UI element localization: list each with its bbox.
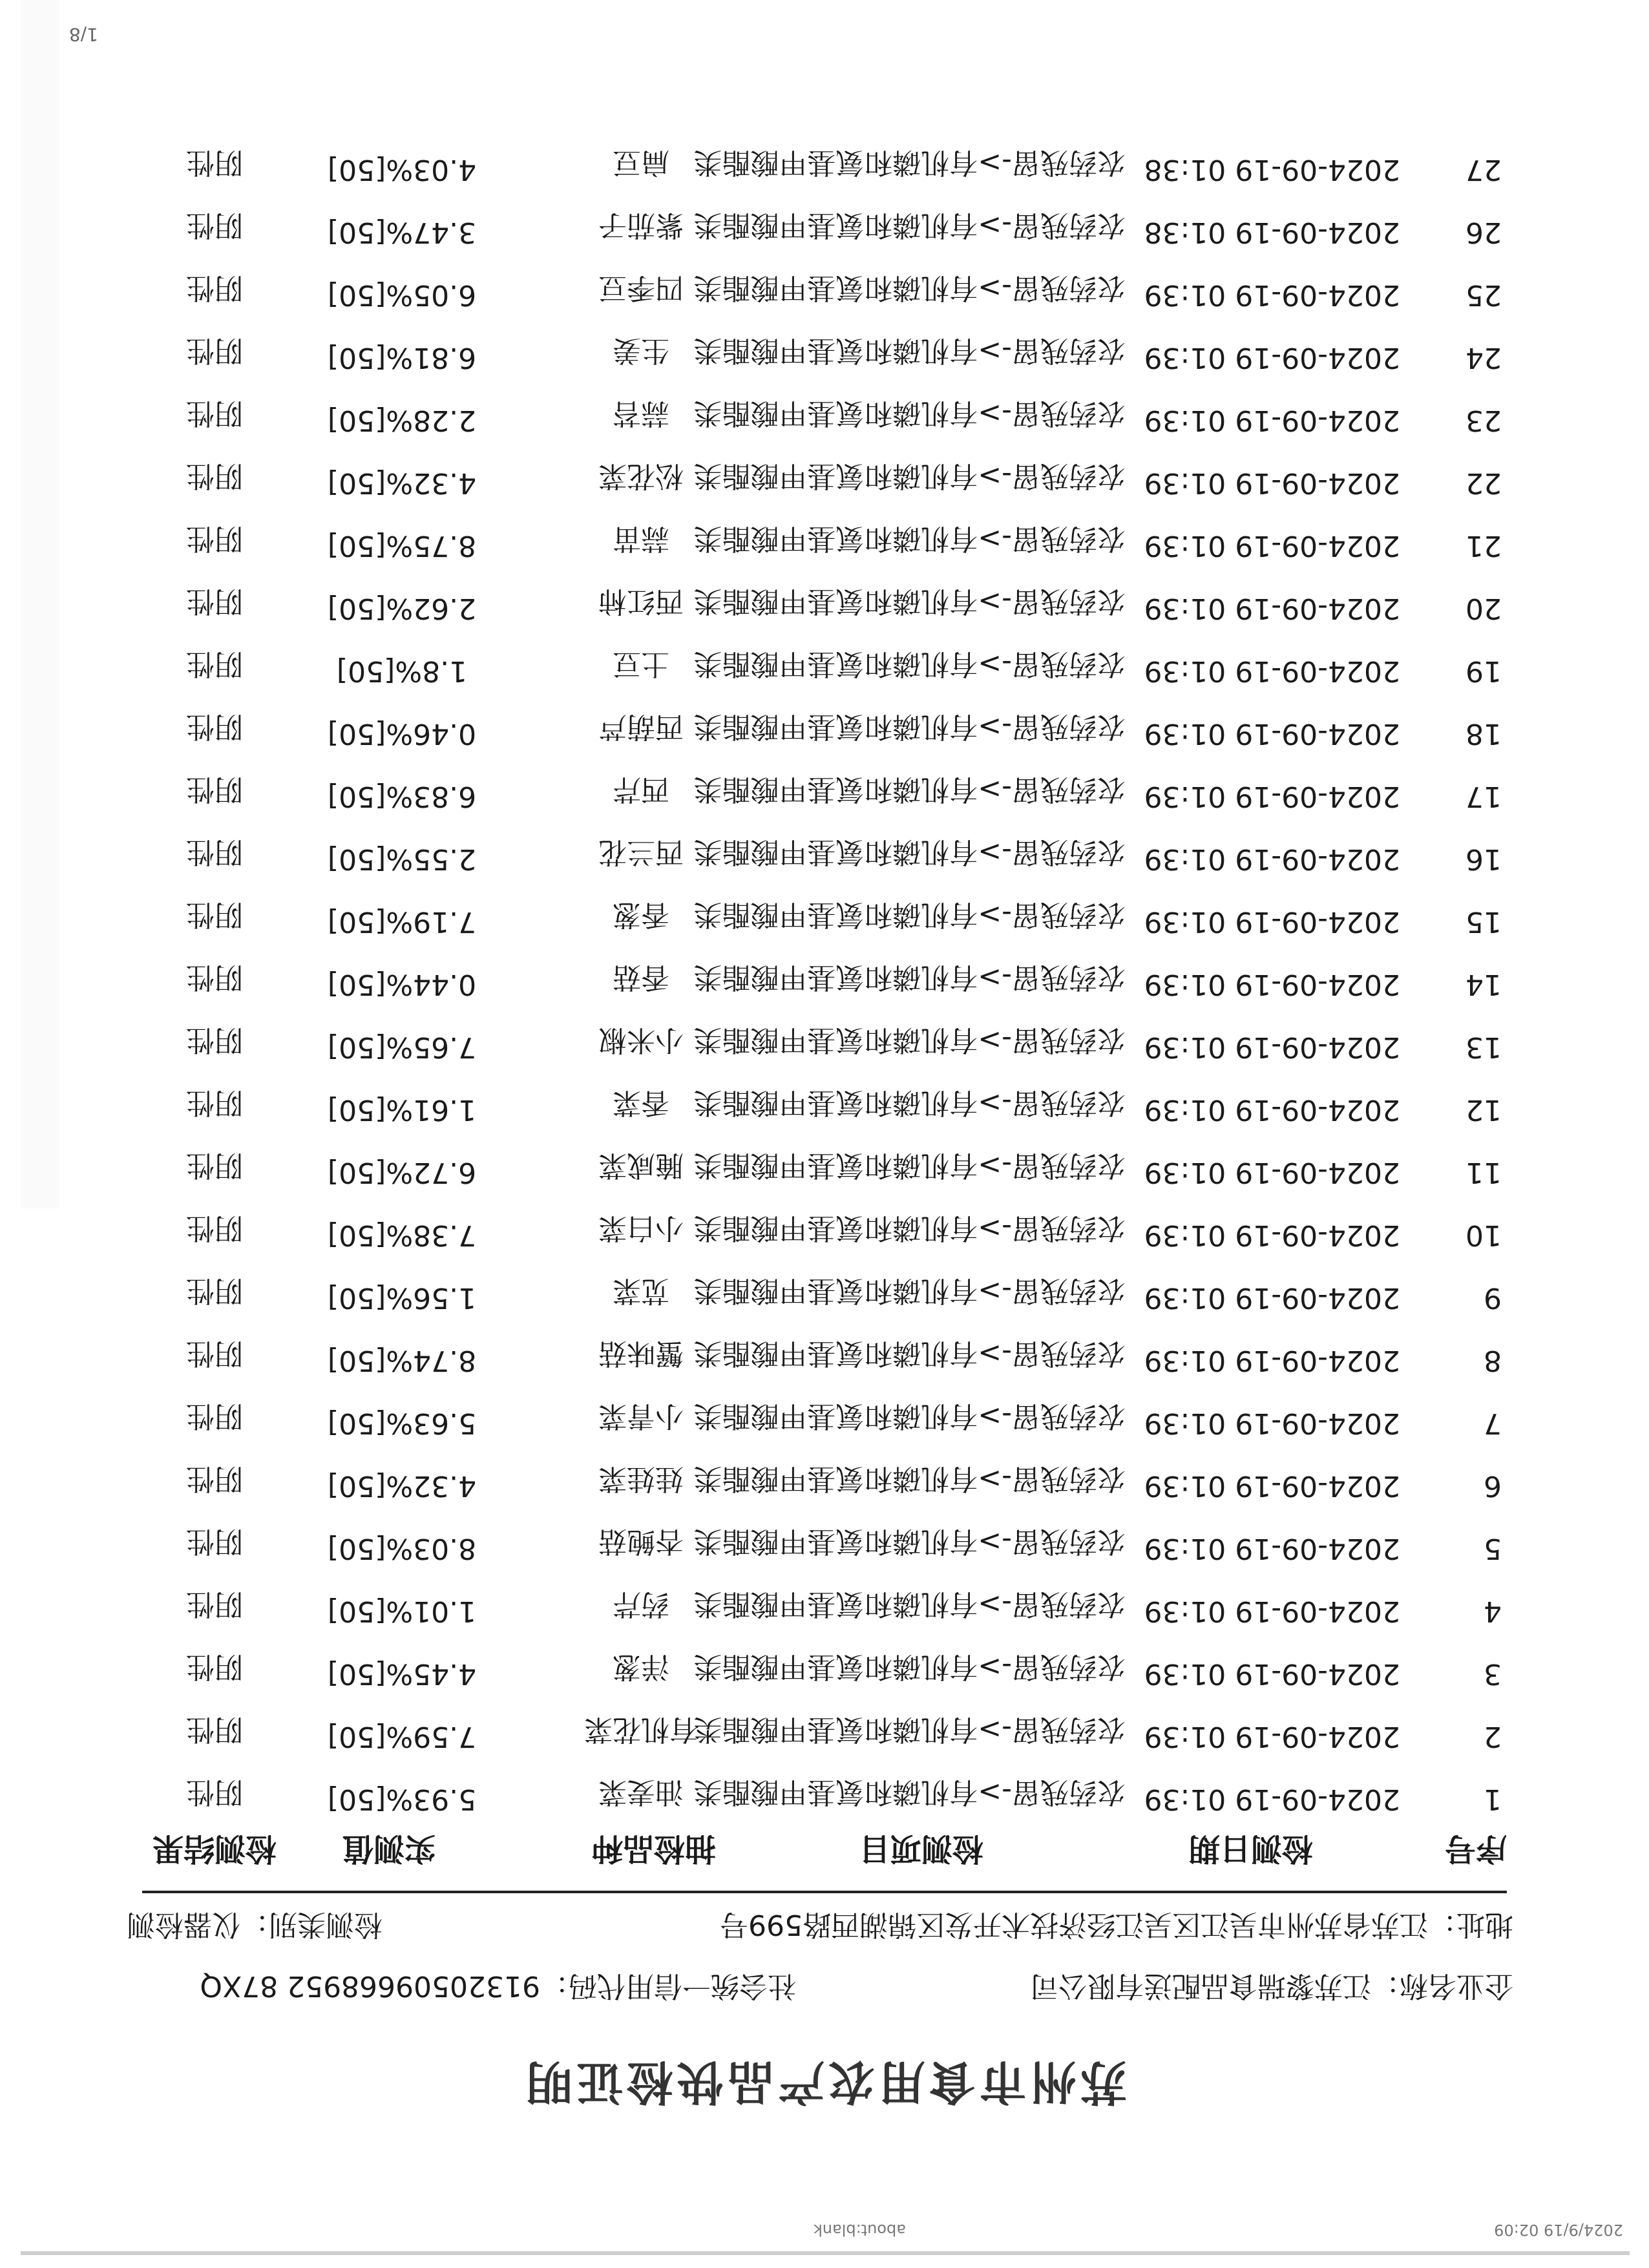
row-result: 阴性 (186, 1400, 243, 1433)
row-index: 13 (1465, 1031, 1502, 1064)
row-index: 21 (1465, 529, 1502, 562)
row-result: 阴性 (186, 1776, 243, 1809)
row-value: 5.63%[50] (327, 1407, 477, 1440)
table-row (0, 448, 1649, 499)
row-value: 8.03%[50] (327, 1532, 477, 1565)
row-date: 2024-09-19 01:39 (1144, 404, 1400, 437)
row-result: 阴性 (186, 773, 243, 806)
row-item: 农药残留->有机磷和氨基甲酸酯类 (693, 1588, 1126, 1621)
row-index: 1 (1484, 1783, 1502, 1816)
row-item: 农药残留->有机磷和氨基甲酸酯类 (693, 1650, 1126, 1683)
row-item: 农药残留->有机磷和氨基甲酸酯类 (693, 1400, 1126, 1433)
row-result: 阴性 (186, 835, 243, 868)
table-row (0, 260, 1649, 311)
row-result: 阴性 (186, 209, 243, 242)
table-row (0, 1764, 1649, 1816)
table-row (0, 824, 1649, 876)
row-index: 23 (1465, 404, 1502, 437)
row-value: 8.75%[50] (327, 529, 477, 562)
row-date: 2024-09-19 01:39 (1144, 341, 1400, 374)
table-row (0, 887, 1649, 938)
row-sample: 油麦菜 (598, 1776, 684, 1809)
row-result: 阴性 (186, 585, 243, 618)
row-value: 6.05%[50] (327, 278, 477, 311)
row-item: 农药残留->有机磷和氨基甲酸酯类 (693, 1086, 1126, 1119)
row-sample: 腌咸菜 (598, 1149, 684, 1182)
row-index: 12 (1465, 1093, 1502, 1126)
row-value: 7.19%[50] (327, 905, 477, 938)
row-sample: 西葫芦 (598, 710, 684, 743)
row-date: 2024-09-19 01:39 (1144, 905, 1400, 938)
row-value: 0.46%[50] (327, 717, 477, 750)
row-value: 4.32%[50] (327, 467, 477, 499)
table-row (0, 698, 1649, 750)
row-result: 阴性 (186, 334, 243, 367)
row-index: 11 (1465, 1156, 1502, 1189)
row-index: 8 (1484, 1344, 1502, 1377)
table-row (0, 1137, 1649, 1189)
row-value: 1.8%[50] (336, 655, 468, 688)
row-date: 2024-09-19 01:39 (1144, 717, 1400, 750)
row-index: 17 (1465, 780, 1502, 813)
row-result: 阴性 (186, 1337, 243, 1370)
header-value: 实测值 (342, 1831, 436, 1867)
row-value: 7.38%[50] (327, 1219, 477, 1252)
row-result: 阴性 (186, 1024, 243, 1056)
row-value: 2.62%[50] (327, 592, 477, 625)
row-result: 阴性 (186, 710, 243, 743)
table-row (0, 949, 1649, 1001)
header-rule (142, 1891, 1507, 1893)
row-index: 3 (1484, 1657, 1502, 1690)
row-result: 阴性 (186, 1212, 243, 1244)
row-index: 26 (1465, 216, 1502, 249)
row-date: 2024-09-19 01:39 (1144, 1219, 1400, 1252)
row-sample: 香葱 (613, 898, 669, 931)
row-date: 2024-09-19 01:39 (1144, 1783, 1400, 1816)
row-date: 2024-09-19 01:39 (1144, 592, 1400, 625)
row-index: 7 (1484, 1407, 1502, 1440)
table-row (0, 1263, 1649, 1314)
row-index: 10 (1465, 1219, 1502, 1252)
row-sample: 扁豆 (613, 146, 669, 179)
row-sample: 小米椒 (598, 1024, 684, 1056)
table-row (0, 1012, 1649, 1064)
table-row (0, 1325, 1649, 1377)
row-value: 3.47%[50] (327, 216, 477, 249)
table-row (0, 385, 1649, 437)
row-sample: 小青菜 (598, 1400, 684, 1433)
row-value: 4.32%[50] (327, 1469, 477, 1502)
row-sample: 有机花菜 (584, 1713, 698, 1746)
row-date: 2024-09-19 01:39 (1144, 1031, 1400, 1064)
row-sample: 西红柿 (598, 585, 684, 618)
row-sample: 小白菜 (598, 1212, 684, 1244)
table-row (0, 1576, 1649, 1628)
row-sample: 洋葱 (613, 1650, 669, 1683)
row-date: 2024-09-19 01:39 (1144, 278, 1400, 311)
row-item: 农药残留->有机磷和氨基甲酸酯类 (693, 146, 1126, 179)
row-date: 2024-09-19 01:39 (1144, 655, 1400, 688)
row-sample: 松花菜 (598, 459, 684, 492)
row-sample: 药芹 (613, 1588, 669, 1621)
row-sample: 蒜苗 (613, 522, 669, 555)
row-index: 4 (1484, 1595, 1502, 1628)
row-value: 4.03%[50] (327, 153, 477, 186)
row-value: 2.28%[50] (327, 404, 477, 437)
table-row (0, 573, 1649, 625)
row-value: 6.83%[50] (327, 780, 477, 813)
row-item: 农药残留->有机磷和氨基甲酸酯类 (693, 522, 1126, 555)
row-item: 农药残留->有机磷和氨基甲酸酯类 (693, 1713, 1126, 1746)
row-date: 2024-09-19 01:39 (1144, 1657, 1400, 1690)
row-item: 农药残留->有机磷和氨基甲酸酯类 (693, 271, 1126, 304)
row-sample: 苋菜 (613, 1274, 669, 1307)
row-item: 农药残留->有机磷和氨基甲酸酯类 (693, 397, 1126, 430)
row-result: 阴性 (186, 1149, 243, 1182)
row-item: 农药残留->有机磷和氨基甲酸酯类 (693, 898, 1126, 931)
row-date: 2024-09-19 01:39 (1144, 1407, 1400, 1440)
row-result: 阴性 (186, 146, 243, 179)
document-title: 苏州市食用农产品快检证明 (522, 2055, 1128, 2109)
row-item: 农药残留->有机磷和氨基甲酸酯类 (693, 647, 1126, 680)
row-date: 2024-09-19 01:39 (1144, 843, 1400, 876)
row-date: 2024-09-19 01:38 (1144, 216, 1400, 249)
row-index: 6 (1484, 1469, 1502, 1502)
row-value: 6.72%[50] (327, 1156, 477, 1189)
row-result: 阴性 (186, 1462, 243, 1495)
row-item: 农药残留->有机磷和氨基甲酸酯类 (693, 835, 1126, 868)
print-source: about:blank (813, 2221, 906, 2239)
row-result: 阴性 (186, 522, 243, 555)
row-index: 15 (1465, 905, 1502, 938)
header-sample: 抽检品种 (592, 1831, 717, 1867)
credit-code: 社会统一信用代码：91320509668952 87XQ (200, 1969, 796, 2002)
row-value: 5.93%[50] (327, 1783, 477, 1816)
company-address: 地址：江苏省苏州市吴江区吴江经济技术开发区锦湖西路599号 (720, 1908, 1513, 1941)
row-value: 6.81%[50] (327, 341, 477, 374)
row-value: 2.55%[50] (327, 843, 477, 876)
table-row (0, 761, 1649, 813)
row-result: 阴性 (186, 1713, 243, 1746)
table-row (0, 1639, 1649, 1690)
row-index: 25 (1465, 278, 1502, 311)
table-row (0, 1388, 1649, 1440)
company-name: 企业名称：江苏黎瑞食品配送有限公司 (1030, 1969, 1513, 2002)
row-result: 阴性 (186, 397, 243, 430)
row-date: 2024-09-19 01:39 (1144, 1281, 1400, 1314)
row-date: 2024-09-19 01:38 (1144, 153, 1400, 186)
row-sample: 西兰花 (598, 835, 684, 868)
scan-artifact-line (21, 2251, 1630, 2255)
print-timestamp: 2024/9/19 02:09 (1494, 2221, 1623, 2239)
row-result: 阴性 (186, 271, 243, 304)
row-sample: 香菜 (613, 1086, 669, 1119)
row-date: 2024-09-19 01:39 (1144, 1532, 1400, 1565)
row-date: 2024-09-19 01:39 (1144, 1344, 1400, 1377)
row-sample: 紫茄子 (598, 209, 684, 242)
row-value: 1.61%[50] (327, 1093, 477, 1126)
row-date: 2024-09-19 01:39 (1144, 1156, 1400, 1189)
row-index: 24 (1465, 341, 1502, 374)
row-sample: 西芹 (613, 773, 669, 806)
row-result: 阴性 (186, 1086, 243, 1119)
row-sample: 杏鲍菇 (598, 1525, 684, 1558)
row-sample: 蒜苔 (613, 397, 669, 430)
header-index: 序号 (1444, 1831, 1507, 1867)
row-value: 1.01%[50] (327, 1595, 477, 1628)
test-category: 检测类别：仪器检测 (127, 1908, 383, 1941)
row-date: 2024-09-19 01:39 (1144, 968, 1400, 1001)
row-date: 2024-09-19 01:39 (1144, 1469, 1400, 1502)
row-date: 2024-09-19 01:39 (1144, 1093, 1400, 1126)
row-index: 2 (1484, 1720, 1502, 1753)
table-row (0, 197, 1649, 249)
row-index: 5 (1484, 1532, 1502, 1565)
row-result: 阴性 (186, 1588, 243, 1621)
row-result: 阴性 (186, 1525, 243, 1558)
row-index: 9 (1484, 1281, 1502, 1314)
row-result: 阴性 (186, 459, 243, 492)
table-row (0, 1451, 1649, 1502)
table-row (0, 1701, 1649, 1753)
row-index: 22 (1465, 467, 1502, 499)
row-result: 阴性 (186, 1274, 243, 1307)
row-date: 2024-09-19 01:39 (1144, 529, 1400, 562)
print-header (0, 2213, 1649, 2239)
row-sample: 生姜 (613, 334, 669, 367)
table-row (0, 510, 1649, 562)
table-row (0, 1200, 1649, 1252)
row-item: 农药残留->有机磷和氨基甲酸酯类 (693, 961, 1126, 994)
row-item: 农药残留->有机磷和氨基甲酸酯类 (693, 585, 1126, 618)
table-row (0, 134, 1649, 186)
row-value: 7.65%[50] (327, 1031, 477, 1064)
row-result: 阴性 (186, 961, 243, 994)
row-item: 农药残留->有机磷和氨基甲酸酯类 (693, 1525, 1126, 1558)
table-row (0, 322, 1649, 374)
row-sample: 香菇 (613, 961, 669, 994)
row-item: 农药残留->有机磷和氨基甲酸酯类 (693, 209, 1126, 242)
row-sample: 土豆 (613, 647, 669, 680)
page-indicator: 1/8 (68, 24, 98, 45)
row-item: 农药残留->有机磷和氨基甲酸酯类 (693, 1149, 1126, 1182)
row-item: 农药残留->有机磷和氨基甲酸酯类 (693, 1337, 1126, 1370)
row-sample: 四季豆 (598, 271, 684, 304)
row-item: 农药残留->有机磷和氨基甲酸酯类 (693, 1212, 1126, 1244)
table-header (0, 1822, 1649, 1874)
row-result: 阴性 (186, 647, 243, 680)
header-item: 检测项目 (859, 1831, 983, 1867)
row-item: 农药残留->有机磷和氨基甲酸酯类 (693, 1776, 1126, 1809)
row-item: 农药残留->有机磷和氨基甲酸酯类 (693, 773, 1126, 806)
row-index: 19 (1465, 655, 1502, 688)
row-result: 阴性 (186, 898, 243, 931)
table-row (0, 1075, 1649, 1126)
row-date: 2024-09-19 01:39 (1144, 1595, 1400, 1628)
header-result: 检测结果 (152, 1831, 277, 1867)
table-row (0, 636, 1649, 688)
row-value: 8.74%[50] (327, 1344, 477, 1377)
row-item: 农药残留->有机磷和氨基甲酸酯类 (693, 710, 1126, 743)
row-date: 2024-09-19 01:39 (1144, 1720, 1400, 1753)
row-value: 1.56%[50] (327, 1281, 477, 1314)
row-value: 4.45%[50] (327, 1657, 477, 1690)
row-sample: 蟹味菇 (598, 1337, 684, 1370)
header-date: 检测日期 (1188, 1831, 1313, 1867)
row-index: 20 (1465, 592, 1502, 625)
scan-margin-shadow (21, 0, 59, 1208)
row-item: 农药残留->有机磷和氨基甲酸酯类 (693, 334, 1126, 367)
row-index: 18 (1465, 717, 1502, 750)
row-date: 2024-09-19 01:39 (1144, 780, 1400, 813)
row-index: 14 (1465, 968, 1502, 1001)
row-item: 农药残留->有机磷和氨基甲酸酯类 (693, 1274, 1126, 1307)
row-value: 7.59%[50] (327, 1720, 477, 1753)
row-item: 农药残留->有机磷和氨基甲酸酯类 (693, 459, 1126, 492)
row-date: 2024-09-19 01:39 (1144, 467, 1400, 499)
row-sample: 娃娃菜 (598, 1462, 684, 1495)
row-index: 16 (1465, 843, 1502, 876)
row-item: 农药残留->有机磷和氨基甲酸酯类 (693, 1024, 1126, 1056)
row-value: 0.44%[50] (327, 968, 477, 1001)
row-item: 农药残留->有机磷和氨基甲酸酯类 (693, 1462, 1126, 1495)
table-row (0, 1513, 1649, 1565)
row-result: 阴性 (186, 1650, 243, 1683)
row-index: 27 (1465, 153, 1502, 186)
